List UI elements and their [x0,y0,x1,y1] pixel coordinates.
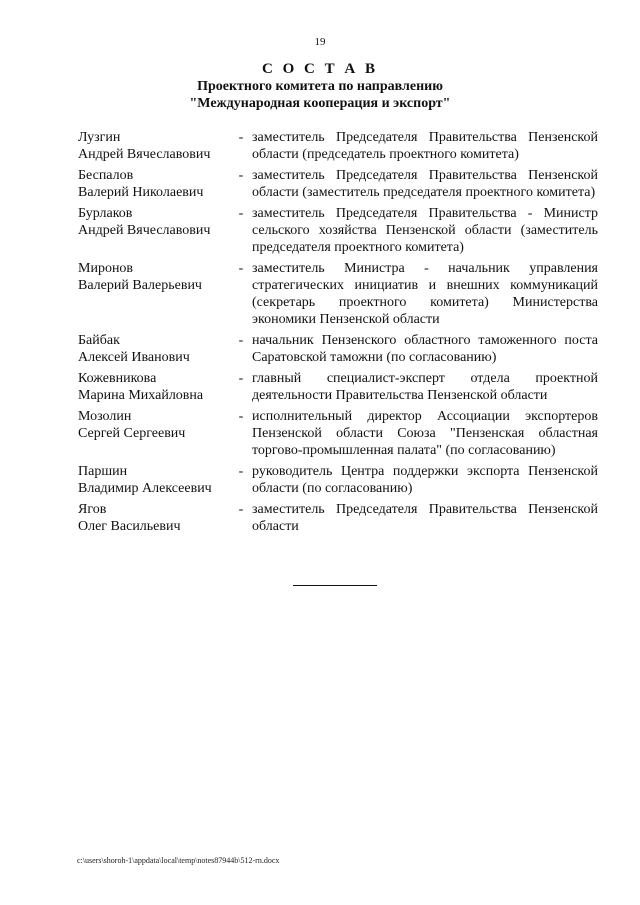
member-given-names: Андрей Вячеславович [78,223,211,238]
document-heading [0,60,640,112]
member-surname: Мозолин [78,409,132,424]
member-row [78,167,598,201]
member-role: заместитель Министра - начальник управления стратегических инициатив и внешних коммуникаций (секретарь проектного комитета) Министерства экономики Пензенской области [252,261,598,327]
member-surname: Миронов [78,261,134,276]
member-row [78,463,598,497]
member-name [78,370,230,404]
member-row [78,205,598,256]
member-given-names: Валерий Николаевич [78,185,204,200]
member-row [78,129,598,163]
member-dash: - [238,502,244,517]
member-role: исполнительный директор Ассоциации экспортеров Пензенской области Союза "Пензенская областная торгово-промышленная палата" (по согласованию) [252,409,598,458]
member-name [78,332,230,366]
member-surname: Бурлаков [78,206,133,221]
member-given-names: Сергей Сергеевич [78,426,186,441]
member-surname: Беспалов [78,168,134,183]
member-name [78,463,230,497]
member-row [78,370,598,404]
member-name [78,501,230,535]
member-role: заместитель Председателя Правительства - Министр сельского хозяйства Пензенской области (заместитель председателя проектного комитета) [252,206,598,255]
member-row [78,408,598,459]
document-subtitle-line-1: Проектного комитета по направлению [197,79,443,94]
member-dash: - [238,409,244,424]
member-role: главный специалист-эксперт отдела проектной деятельности Правительства Пензенской области [252,371,598,403]
member-role: руководитель Центра поддержки экспорта Пензенской области (по согласованию) [252,464,598,496]
member-given-names: Марина Михайловна [78,388,204,403]
member-dash: - [238,206,244,221]
page-number: 19 [314,36,326,48]
footer-file-path: c:\users\shoroh-1\appdata\local\temp\notes87944b\512-rn.docx [77,856,280,865]
member-role: начальник Пензенского областного таможенного поста Саратовской таможни (по согласованию) [252,333,598,365]
member-name [78,260,230,328]
member-role: заместитель Председателя Правительства Пензенской области (председатель проектного комитета) [252,130,598,162]
member-surname: Кожевникова [78,371,157,386]
member-given-names: Валерий Валерьевич [78,278,202,293]
member-row [78,332,598,366]
member-row [78,260,598,328]
member-name [78,205,230,256]
member-dash: - [238,333,244,348]
member-dash: - [238,168,244,183]
member-given-names: Андрей Вячеславович [78,147,211,162]
member-dash: - [238,261,244,276]
member-surname: Ягов [78,502,107,517]
member-surname: Лузгин [78,130,121,145]
member-row [78,501,598,535]
member-dash: - [238,130,244,145]
member-dash: - [238,464,244,479]
member-given-names: Владимир Алексеевич [78,481,212,496]
committee-member-list [78,129,598,539]
end-rule [293,585,377,586]
member-surname: Паршин [78,464,128,479]
member-dash: - [238,371,244,386]
member-role: заместитель Председателя Правительства Пензенской области (заместитель председателя проектного комитета) [252,168,598,200]
member-role: заместитель Председателя Правительства Пензенской области [252,502,598,534]
member-surname: Байбак [78,333,120,348]
member-name [78,408,230,459]
member-name [78,167,230,201]
member-name [78,129,230,163]
document-subtitle-line-2: "Международная кооперация и экспорт" [189,96,451,111]
document-title: С О С Т А В [262,61,378,77]
member-given-names: Олег Васильевич [78,519,181,534]
member-given-names: Алексей Иванович [78,350,190,365]
